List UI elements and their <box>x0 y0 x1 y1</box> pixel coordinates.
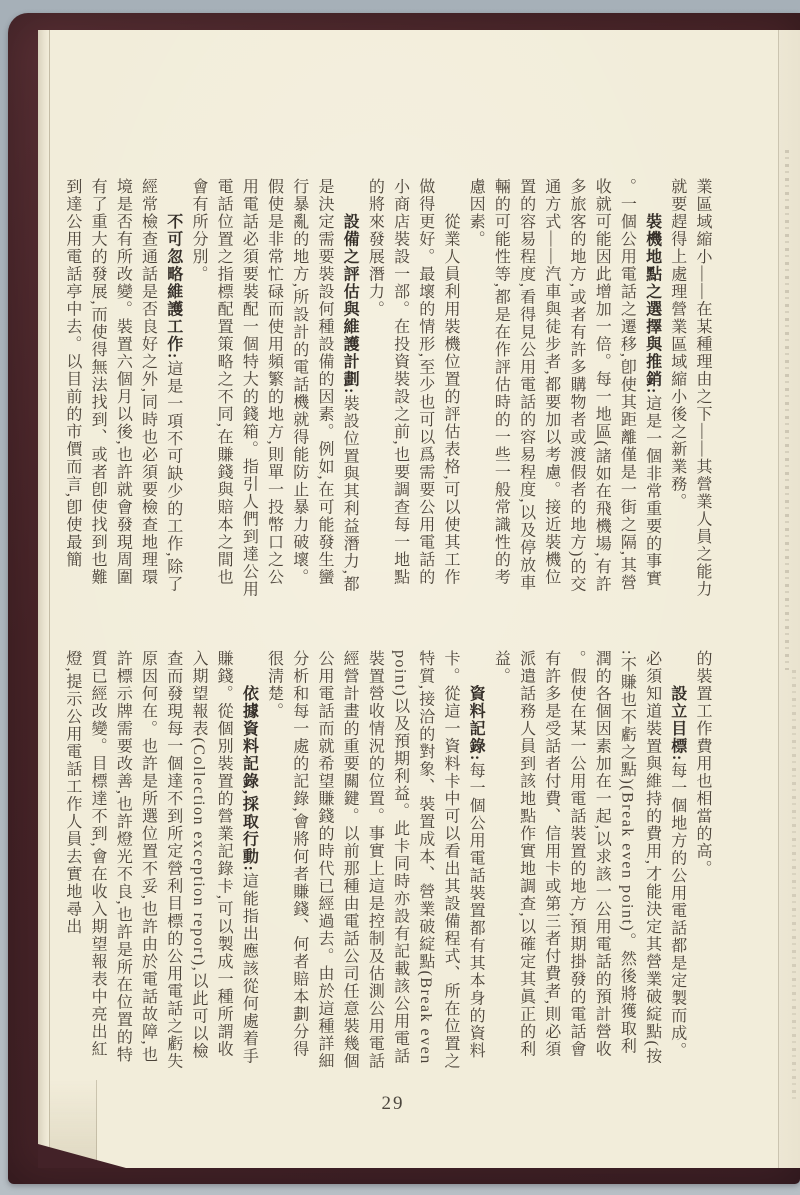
paragraph-lower-2 <box>488 650 690 1070</box>
paragraph-upper-3 <box>362 178 463 598</box>
paragraph-text: 業區域縮小——在某種理由之下——其營業人員之能力就要趕得上處理營業區域縮小後之新業務。 <box>668 178 711 598</box>
page-stack-edge <box>38 30 50 1168</box>
paragraph-lower-3 <box>261 650 488 1070</box>
paragraph-text: 這是一項不可缺少的工作,除了經常檢查通話是否良好之外,同時也必須要檢查地理環境是否有所改變。裝置六個月以後,也許就會發現周圍有了重大的發展,而使得無法找到、或者卽使找到也難到達公用電話亭中去。以目前的市價而言,卽使最簡 <box>63 178 182 593</box>
section-heading-equipment-evaluation: 設備之評估與維護計劃: <box>341 213 359 395</box>
section-heading-installation-site: 裝機地點之選擇與推銷: <box>643 213 661 395</box>
paragraph-text: 裝設位置與其利益潛力,都是決定需要裝設何種設備的因素。例如,在可能發生蠻行暴亂的地方,所設計的電話機就得能防止暴力破壞。假使是非常忙碌而使用頻繁的地方,則單一投幣口之公用電話必須要裝配一個特大的錢箱。指引人們到達公用電話位置之指標配置策略之不同,在賺錢與賠本之間也會有所分別。 <box>189 178 359 598</box>
paragraph-text: 這能指出應該從何處着手賺錢。從個別裝置的營業記錄卡,可以製成一種所謂收入期望報表(Collection exception report),以此可以檢查而發現每一個達不到所定營利目標的公用電話之虧失原因何在。也許是所選位置不妥,也許由於電話故障,也許標示牌需要改善,也許燈光不良,也許是所在位置的特質已經改變。目標達不到,會在收入期望報表中亮出紅燈,提示公用電話工作人員去實地尋出 <box>63 650 258 1070</box>
paragraph-upper-5 <box>60 178 186 598</box>
paragraph-upper-4 <box>186 178 362 598</box>
section-heading-goal-setting: 設立目標: <box>668 685 686 762</box>
page-edge-bleed-text <box>779 30 800 1168</box>
paragraph-text: 這是一個非常重要的事實。一個公用電話之遷移,卽使其距離僅是一街之隔,其營收就可能因此增加一倍。每一地區(諸如在飛機場,有許多旅客的地方,或者有許多購物者或渡假者的地方)的交通方式——汽車與徒步者,都要加以考慮。接近裝機位置的容易程度,看得見公用電話的容易程度,以及停放車輛的可能性等,都是在作評估時的一些一般常識性的考慮因素。 <box>467 178 661 593</box>
text-block-lower <box>59 650 715 1070</box>
text-block-upper <box>59 178 715 598</box>
section-heading-data-records: 資料記錄: <box>467 685 485 762</box>
bleed-text-column <box>792 670 796 1100</box>
paragraph-text: 的裝置工作費用也相當的高。 <box>694 650 711 878</box>
section-heading-take-action: 依據資料記錄,採取行動: <box>240 685 258 873</box>
paragraph-upper-2 <box>463 178 665 598</box>
book-page <box>38 30 800 1168</box>
paragraph-text: 從業人員利用裝機位置的評估表格,可以使其工作做得更好。最壞的情形,至少也可以爲需要公用電話的小商店裝設一部。在投資裝設之前,也要調查每一地點的將來發展潛力。 <box>366 178 459 586</box>
paragraph-lower-1 <box>690 650 715 1070</box>
paragraph-text: 每一個地方的公用電話都是定製而成。必須知道裝置與維持的費用,才能決定其營業破綻點(按:不賺也不虧之點)(Break even point)。然後將獲取利潤的各個因素加在一起,以求該一公用電話的預計營收。假使在某一公用電話裝置的地方,預期掛發的電話會有許多是受話者付費、信用卡或第三者付費者,則必須派遣話務人員到該地點作實地調查,以確定其眞正的利益。 <box>492 650 686 1065</box>
page-number: 29 <box>381 1093 405 1114</box>
bleed-text-column <box>785 150 789 670</box>
paragraph-text: 每一個公用電話裝置都有其本身的資料卡。從這一資料卡中可以看出其設備程式、所在位置之特質,接洽的對象、裝置成本、營業破綻點(Break even point)以及預期利益。此卡同時亦設有記載該公用電話裝置營收情況的位置。事實上這是控制及估測公用電話經營計畫的重要關鍵。以前那種由電話公司任意裝幾個公用電話而就希望賺錢的時代已經過去。由於這種詳細分析和每一處的記錄,會將何者賺錢、何者賠本劃分得很淸楚。 <box>265 650 485 1070</box>
paragraph-upper-1 <box>665 178 715 598</box>
paragraph-lower-4 <box>60 650 262 1070</box>
section-heading-maintenance: 不可忽略維護工作: <box>164 213 182 360</box>
